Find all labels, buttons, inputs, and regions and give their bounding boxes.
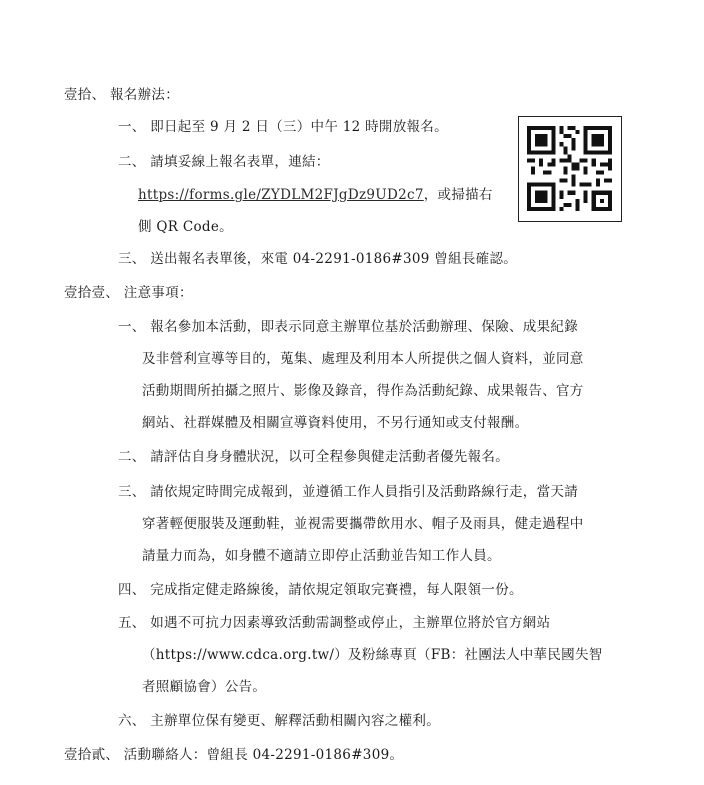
section-heading-notes: 壹拾壹、 注意事項： [64, 285, 193, 301]
registration-item-2-suffix: ，或掃描右 [423, 187, 493, 203]
registration-item-3: 三、 送出報名表單後，來電 04-2291-0186#309 曾組長確認。 [118, 251, 518, 267]
notes-item-5-line2: （https://www.cdca.org.tw/）及粉絲專頁（FB：社團法人中華民國失智 [142, 647, 603, 663]
notes-item-5: 五、 如遇不可抗力因素導致活動需調整或停止，主辦單位將於官方網站 [118, 615, 551, 631]
notes-item-3-line2: 穿著輕便服裝及運動鞋，並視需要攜帶飲用水、帽子及雨具，健走過程中 [142, 516, 584, 532]
registration-form-link[interactable]: https://forms.gle/ZYDLM2FJgDz9UD2c7 [138, 187, 424, 203]
qr-code[interactable] [518, 116, 622, 222]
qr-code-icon [519, 117, 620, 220]
notes-item-3: 三、 請依規定時間完成報到，並遵循工作人員指引及活動路線行走，當天請 [118, 484, 578, 500]
registration-item-2-line3: 側 QR Code。 [138, 219, 233, 235]
notes-item-1-line4: 網站、社群媒體及相關宣導資料使用，不另行通知或支付報酬。 [142, 415, 529, 431]
notes-item-6: 六、 主辦單位保有變更、解釋活動相關內容之權利。 [118, 713, 440, 729]
registration-item-2-line2 [138, 186, 493, 204]
registration-item-2: 二、 請填妥線上報名表單，連結： [118, 154, 330, 170]
notes-item-3-line3: 請量力而為，如身體不適請立即停止活動並告知工作人員。 [142, 548, 501, 564]
notes-item-1: 一、 報名參加本活動，即表示同意主辦單位基於活動辦理、保險、成果紀錄 [118, 319, 578, 335]
section-heading-registration: 壹拾、 報名辦法： [64, 87, 179, 103]
notes-item-1-line2: 及非營利宣導等目的，蒐集、處理及利用本人所提供之個人資料，並同意 [142, 351, 584, 367]
notes-item-2: 二、 請評估自身身體狀況，以可全程參與健走活動者優先報名。 [118, 449, 509, 465]
registration-item-1: 一、 即日起至 9 月 2 日（三）中午 12 時開放報名。 [118, 119, 448, 135]
notes-item-1-line3: 活動期間所拍攝之照片、影像及錄音，得作為活動紀錄、成果報告、官方 [142, 383, 584, 399]
notes-item-4: 四、 完成指定健走路線後，請依規定領取完賽禮，每人限領一份。 [118, 582, 523, 598]
notes-item-5-line3: 者照顧協會）公告。 [142, 679, 267, 695]
section-heading-contact: 壹拾貳、 活動聯絡人：曾組長 04-2291-0186#309。 [64, 747, 404, 763]
